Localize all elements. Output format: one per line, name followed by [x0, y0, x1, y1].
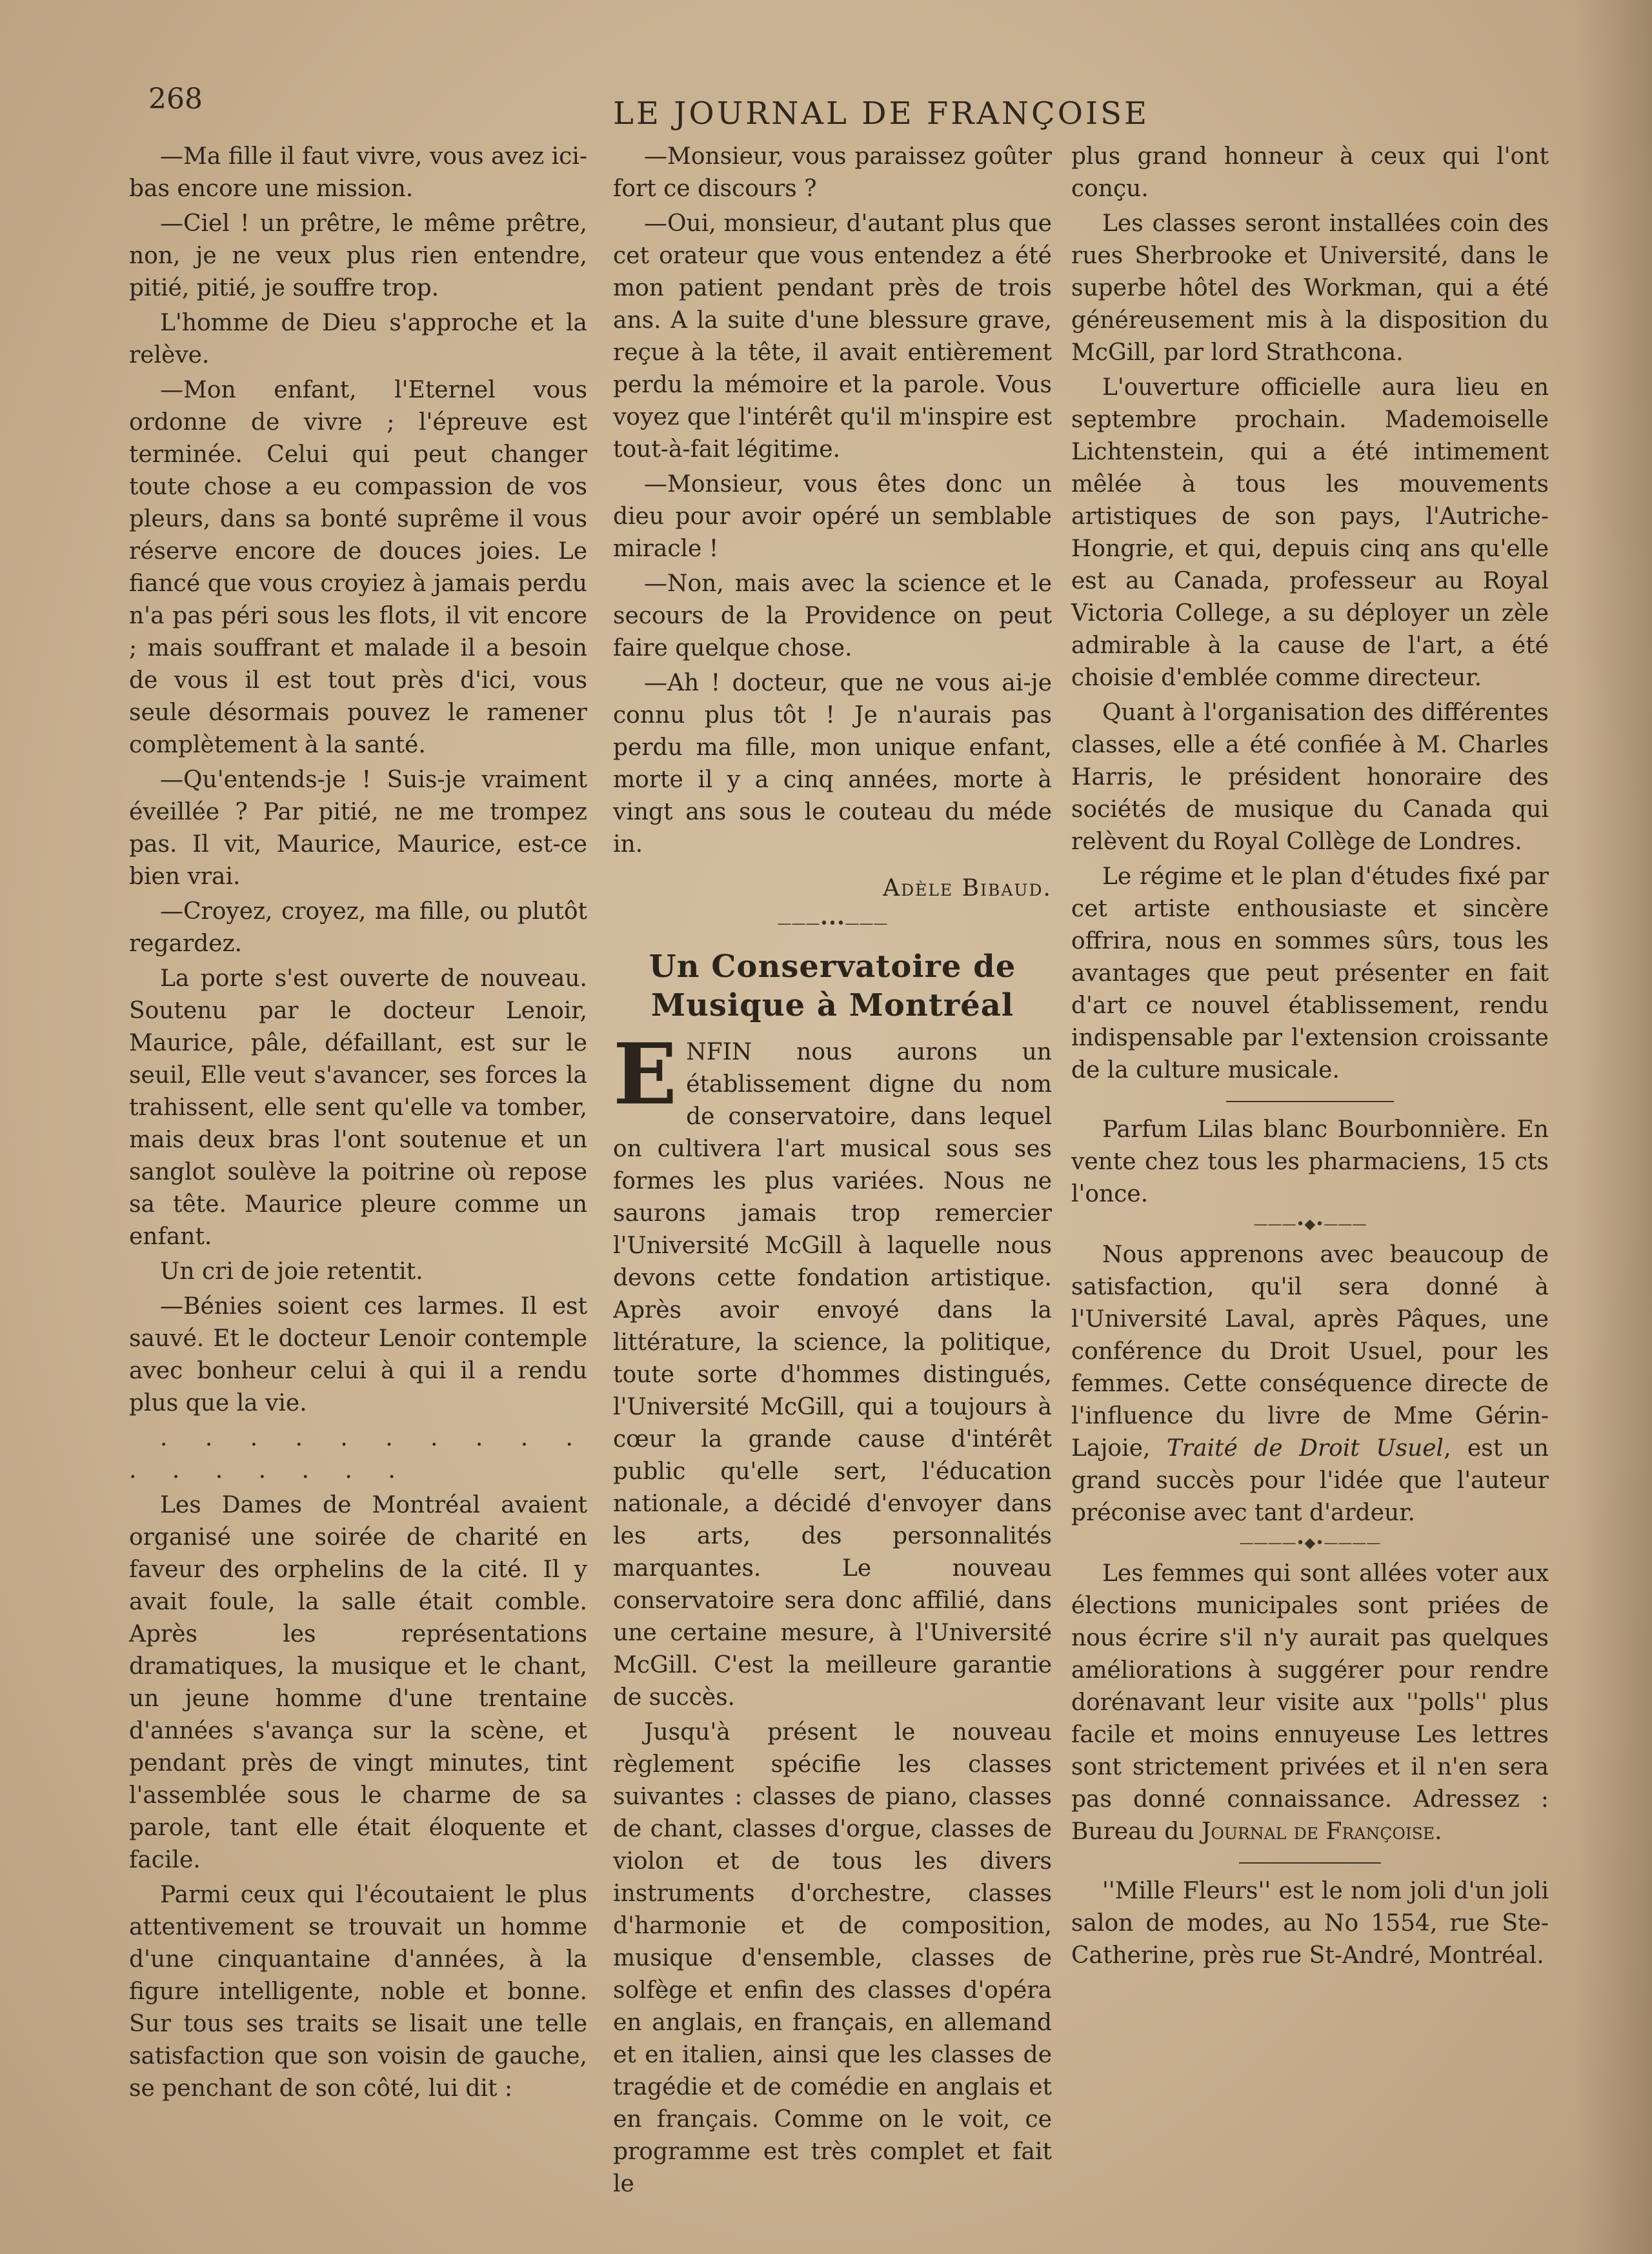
article-lead — [613, 1036, 1052, 1716]
paragraph: —Ah ! docteur, que ne vous ai-je connu plus tôt ! Je n'aurais pas perdu ma fille, mon unique enfant, morte il y a cinq années, morte à vingt ans sous le couteau du méde in. — [613, 670, 1052, 858]
paragraph: Parmi ceux qui l'écoutaient le plus attentivement se trouvait un homme d'une cinquantaine d'années, à la figure intelligente, noble et bonne. Sur tous ses traits se lisait une telle satisfaction que son voisin de gauche, se penchant de son côté, lui dit : — [129, 1882, 587, 2102]
advertisement-parfum: Parfum Lilas blanc Bourbonnière. En vente chez tous les pharmaciens, 15 cts l'once. — [1071, 1116, 1549, 1207]
drop-cap: E — [613, 1036, 678, 1123]
paragraph: —Bénies soient ces larmes. Il est sauvé. Et le docteur Lenoir contemple avec bonheur celui à qui il a rendu plus que la vie. — [129, 1293, 587, 1416]
journal-name: Journal de Françoise. — [1201, 1818, 1442, 1845]
paragraph: —Mon enfant, l'Eternel vous ordonne de vivre ; l'épreuve est terminée. Celui qui peut changer toute chose a eu compassion de vos pleurs, dans sa bonté suprême il vous réserve encore de douces joies. Le fiancé que vous croyiez à jamais perdu n'a pas péri sous les flots, il vit encore ; mais souffrant et malade il a besoin de vous il est tout près d'ici, vous seule désormais pouvez le ramener complètement à la santé. — [129, 377, 587, 758]
divider-rule — [1226, 1101, 1394, 1102]
column-left — [129, 141, 587, 2108]
book-title: Traité de Droit Usuel — [1166, 1435, 1444, 1462]
author-signature: Adèle Bibaud. — [883, 875, 1052, 901]
paragraph: —Non, mais avec la science et le secours de la Providence on peut faire quelque chose. — [613, 570, 1052, 661]
ornament-divider: ———•••——— — [777, 916, 888, 932]
section-break-dots: . . . . . . . . . . . . . . . . . — [129, 1425, 587, 1484]
column-middle — [613, 141, 1052, 2203]
laval-text-before: Nous apprenons avec beaucoup de satisfaction, qu'il sera donné à l'Université Laval, après Pâques, une conférence du Droit Usuel, pour les femmes. Cette conséquence directe de l'influence du livre de Mme Gérin-Lajoie, — [1071, 1242, 1549, 1462]
paragraph: Les classes seront installées coin des rues Sherbrooke et Université, dans le superbe hôtel des Workman, qui a été généreusement mis à la disposition du McGill, par lord Strathcona. — [1071, 210, 1549, 366]
running-head: LE JOURNAL DE FRANÇOISE — [613, 96, 1150, 132]
advertisement-mille-fleurs: ''Mille Fleurs'' est le nom joli d'un joli salon de modes, au No 1554, rue Ste-Catherine, près rue St-André, Montréal. — [1071, 1878, 1549, 1969]
paragraph: —Oui, monsieur, d'autant plus que cet orateur que vous entendez a été mon patient pendant près de trois ans. A la suite d'une blessure grave, reçue à la tête, il avait entièrement perdu la mémoire et la parole. Vous voyez que l'intérêt qu'il m'inspire est tout-à-fait légitime. — [613, 210, 1052, 463]
paragraph: —Ciel ! un prêtre, le même prêtre, non, je ne veux plus rien entendre, pitié, pitié, je souffre trop. — [129, 210, 587, 301]
paragraph: Un cri de joie retentit. — [160, 1258, 423, 1285]
column-right — [1071, 141, 1549, 1975]
paragraph: —Croyez, croyez, ma fille, ou plutôt regardez. — [129, 898, 587, 957]
article-headline: Un Conservatoire de Musique à Montréal — [649, 949, 1016, 1023]
paragraph: —Ma fille il faut vivre, vous avez ici-bas encore une mission. — [129, 143, 587, 202]
paragraph-femmes — [1071, 1558, 1549, 1848]
paragraph: Le régime et le plan d'études fixé par cet artiste enthousiaste et sincère offrira, nous en sommes sûrs, tous les avantages que peut présenter en fait d'art ce nouvel établissement, rendu indispensable par l'extension croissante de la culture musicale. — [1071, 863, 1549, 1083]
paragraph: —Monsieur, vous paraissez goûter fort ce discours ? — [613, 143, 1052, 202]
paragraph: Quant à l'organisation des différentes classes, elle a été confiée à M. Charles Harris, le président honoraire des sociétés de musique du Canada qui relèvent du Royal Collège de Londres. — [1071, 699, 1549, 855]
paragraph: La porte s'est ouverte de nouveau. Soutenu par le docteur Lenoir, Maurice, pâle, défaillant, est sur le seuil, Elle veut s'avancer, ses forces la trahissent, elle sent qu'elle va tomber, mais deux bras l'ont soutenue et un sanglot soulève la poitrine où repose sa tête. Maurice pleure comme un enfant. — [129, 965, 587, 1250]
page-fold-shadow — [1575, 0, 1652, 2254]
divider-rule — [1239, 1862, 1381, 1864]
paragraph: Jusqu'à présent le nouveau règlement spécifie les classes suivantes : classes de piano, classes de chant, classes d'orgue, classes de violon et de tous les divers instruments d'orchestre, classes d'harmonie et de composition, musique d'ensemble, classes de solfège et enfin des classes d'opéra en anglais, en français, en allemand et en italien, ainsi que les classes de tragédie et de comédie en anglais et en français. Comme on le voit, ce programme est très complet et fait le — [613, 1719, 1052, 2197]
paragraph-laval — [1071, 1239, 1549, 1529]
ornament-divider: ————•◆•———— — [1239, 1535, 1381, 1551]
paragraph: L'ouverture officielle aura lieu en septembre prochain. Mademoiselle Lichtenstein, qui a été intimement mêlée à tous les mouvements artistiques de son pays, l'Autriche-Hongrie, et qui, depuis cinq ans qu'elle est au Canada, professeur au Royal Victoria College, a su déployer un zèle admirable à la cause de l'art, a été choisie d'emblée comme directeur. — [1071, 374, 1549, 691]
paragraph: Les Dames de Montréal avaient organisé une soirée de charité en faveur des orphelins de la cité. Il y avait foule, la salle était comble. Après les représentations dramatiques, la musique et le chant, un jeune homme d'une trentaine d'années s'avança sur la scène, et pendant près de vingt minutes, tint l'assemblée sous le charme de sa parole, tant elle était éloquente et facile. — [129, 1492, 587, 1873]
ornament-divider: ———•◆•——— — [1253, 1216, 1367, 1233]
paragraph: —Qu'entends-je ! Suis-je vraiment éveillée ? Par pitié, ne me trompez pas. Il vit, Maurice, Maurice, est-ce bien vrai. — [129, 767, 587, 890]
paragraph: L'homme de Dieu s'approche et la relève. — [129, 310, 587, 368]
paragraph: —Monsieur, vous êtes donc un dieu pour avoir opéré un semblable miracle ! — [613, 471, 1052, 562]
page-number: 268 — [148, 83, 203, 116]
laval-text-after: , est un grand succès pour l'idée que l'auteur préconise avec tant d'ardeur. — [1071, 1435, 1549, 1526]
femmes-text: Les femmes qui sont allées voter aux élections municipales sont priées de nous écrire s'il n'y aurait pas quelques améliorations à suggérer pour rendre dorénavant leur visite aux ''polls'' plus facile et moins ennuyeuse Les lettres sont strictement privées et il n'en sera pas donné connaissance. Adressez : Bureau du — [1071, 1560, 1549, 1845]
paragraph: plus grand honneur à ceux qui l'ont conçu. — [1071, 143, 1549, 202]
paragraph: NFIN nous aurons un établissement digne du nom de conservatoire, dans lequel on cultivera l'art musical sous ses formes les plus variées. Nous ne saurons jamais trop remercier l'Université McGill à laquelle nous devons cette fondation artistique. Après avoir envoyé dans la littérature, la science, la politique, toute sorte d'hommes distingués, l'Université McGill, qui a toujours à cœur la grande cause d'intérêt public qu'elle sert, l'éducation nationale, a décidé d'envoyer dans les arts, des personnalités marquantes. Le nouveau conservatoire sera donc affilié, dans une certaine mesure, à l'Université McGill. C'est la meilleure garantie de succès. — [613, 1039, 1052, 1711]
